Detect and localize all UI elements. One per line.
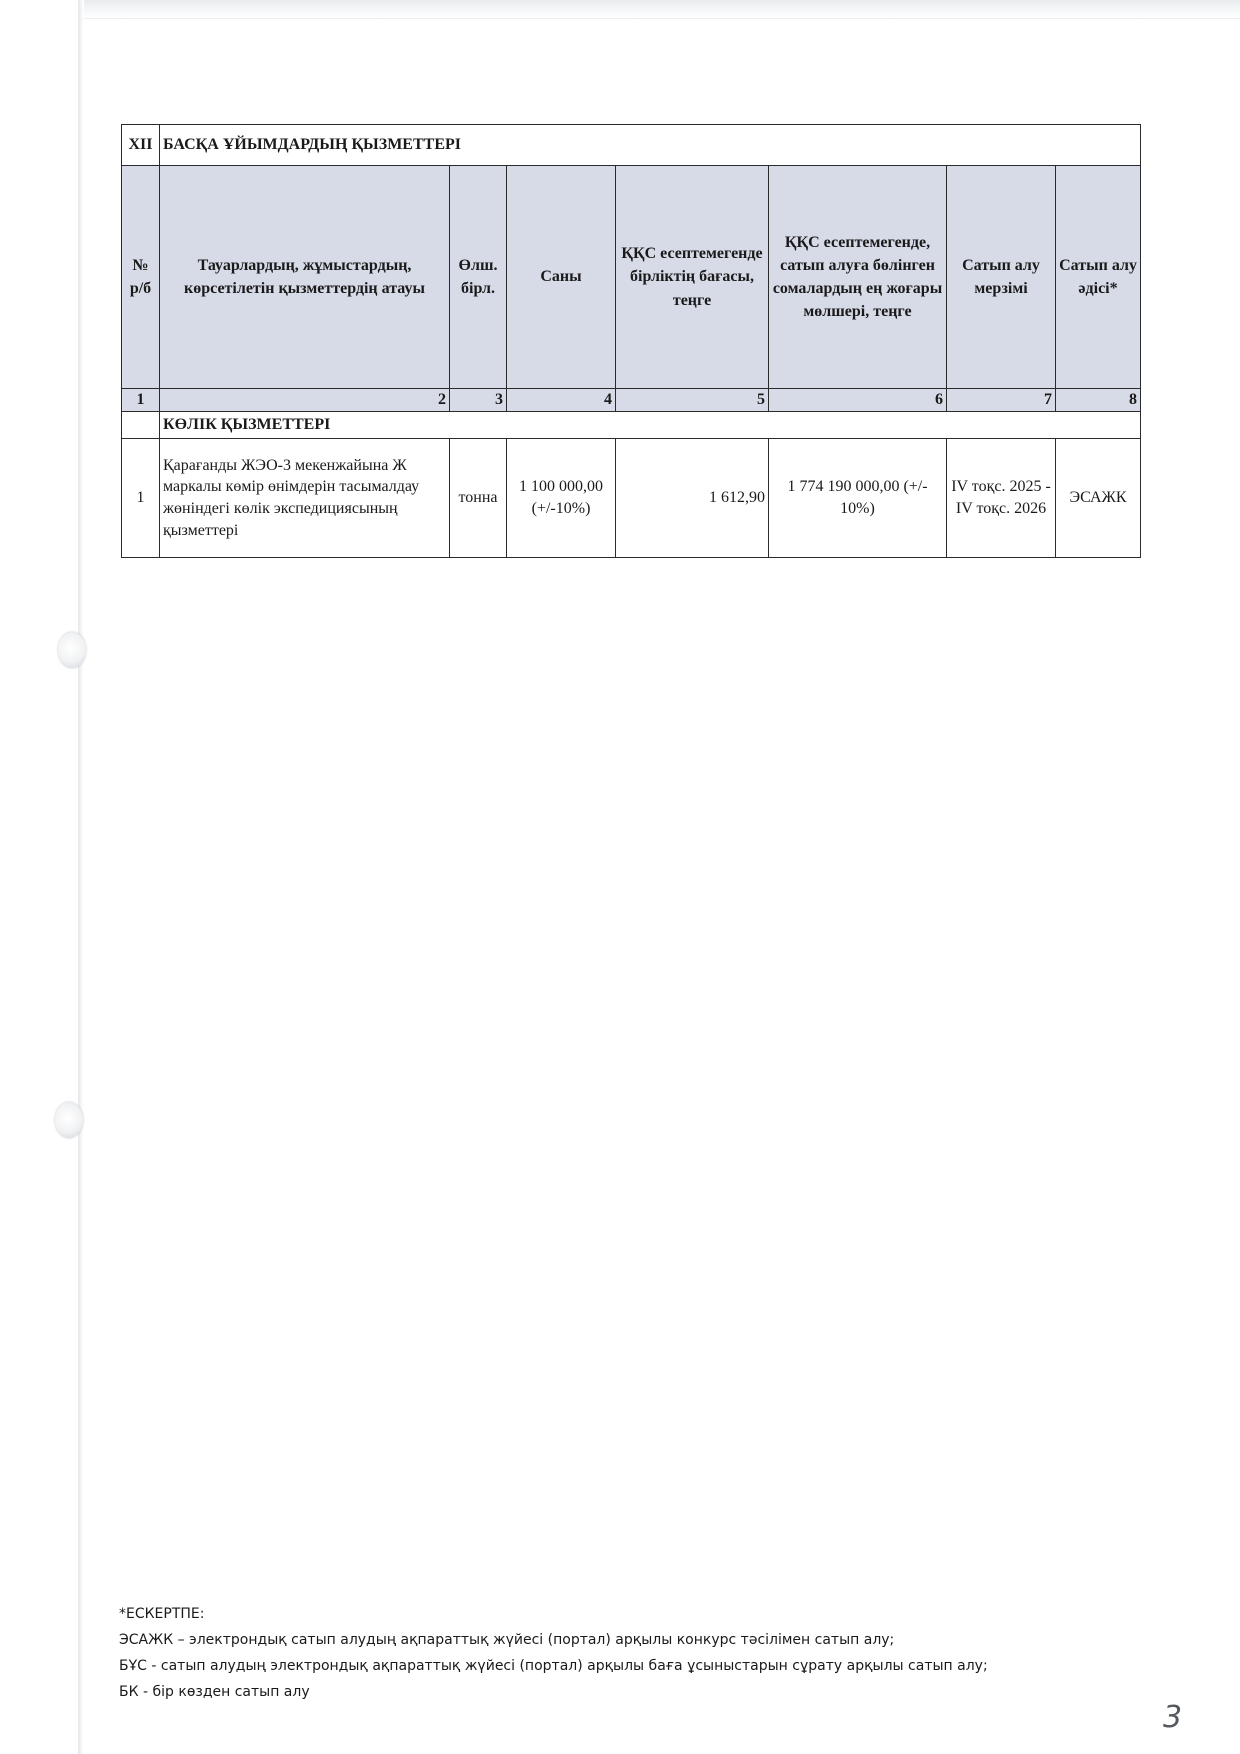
row-period: IV тоқс. 2025 - IV тоқс. 2026: [947, 439, 1056, 558]
header-period: Сатып алу мерзімі: [947, 166, 1056, 389]
column-number: 6: [769, 389, 947, 412]
category-empty-cell: [122, 412, 160, 439]
header-name: Тауарлардың, жұмыстардың, көрсетілетін қызметтердің атауы: [160, 166, 450, 389]
page-number: 3: [1163, 1700, 1183, 1735]
punch-hole: [58, 632, 86, 668]
column-header-row: [122, 166, 1141, 389]
column-number: 8: [1056, 389, 1141, 412]
punch-hole: [55, 1102, 83, 1138]
section-header-row: [122, 125, 1141, 166]
header-quantity: Саны: [507, 166, 616, 389]
binding-margin: [78, 0, 84, 1754]
row-unit-price: 1 612,90: [616, 439, 769, 558]
notes-title: *ЕСКЕРТПЕ:: [119, 1606, 205, 1622]
header-method: Сатып алу әдісі*: [1056, 166, 1141, 389]
row-quantity: 1 100 000,00 (+/-10%): [507, 439, 616, 558]
column-number: 1: [122, 389, 160, 412]
header-number: № р/б: [122, 166, 160, 389]
header-unit: Өлш. бірл.: [450, 166, 507, 389]
scan-top-edge: [78, 0, 1240, 19]
note-bus: БҰС - сатып алудың электрондық ақпараттық жүйесі (портал) арқылы баға ұсыныстарын сұрату арқылы сатып алу;: [119, 1658, 988, 1674]
section-number: XII: [122, 125, 160, 166]
row-number: 1: [122, 439, 160, 558]
row-unit: тонна: [450, 439, 507, 558]
row-max-amount: 1 774 190 000,00 (+/- 10%): [769, 439, 947, 558]
procurement-table: [121, 124, 1141, 558]
column-number-row: [122, 389, 1141, 412]
row-method: ЭСАЖК: [1056, 439, 1141, 558]
note-bk: БК - бір көзден сатып алу: [119, 1684, 310, 1700]
footnotes: [119, 1601, 988, 1705]
note-esazhk: ЭСАЖК – электрондық сатып алудың ақпараттық жүйесі (портал) арқылы конкурс тәсілімен сатып алу;: [119, 1632, 895, 1648]
column-number: 4: [507, 389, 616, 412]
column-number: 3: [450, 389, 507, 412]
row-name: Қарағанды ЖЭО-3 мекенжайына Ж маркалы көмір өнімдерін тасымалдау жөніндегі көлік экспедициясының қызметтері: [160, 439, 450, 558]
category-row: [122, 412, 1141, 439]
column-number: 2: [160, 389, 450, 412]
section-title: БАСҚА ҰЙЫМДАРДЫҢ ҚЫЗМЕТТЕРІ: [160, 125, 1141, 166]
table-row: [122, 439, 1141, 558]
column-number: 5: [616, 389, 769, 412]
category-title: КӨЛІК ҚЫЗМЕТТЕРІ: [160, 412, 1141, 439]
column-number: 7: [947, 389, 1056, 412]
header-max-amount: ҚҚС есептемегенде, сатып алуға бөлінген сомалардың ең жоғары мөлшері, теңге: [769, 166, 947, 389]
header-unit-price: ҚҚС есептемегенде бірліктің бағасы, теңге: [616, 166, 769, 389]
